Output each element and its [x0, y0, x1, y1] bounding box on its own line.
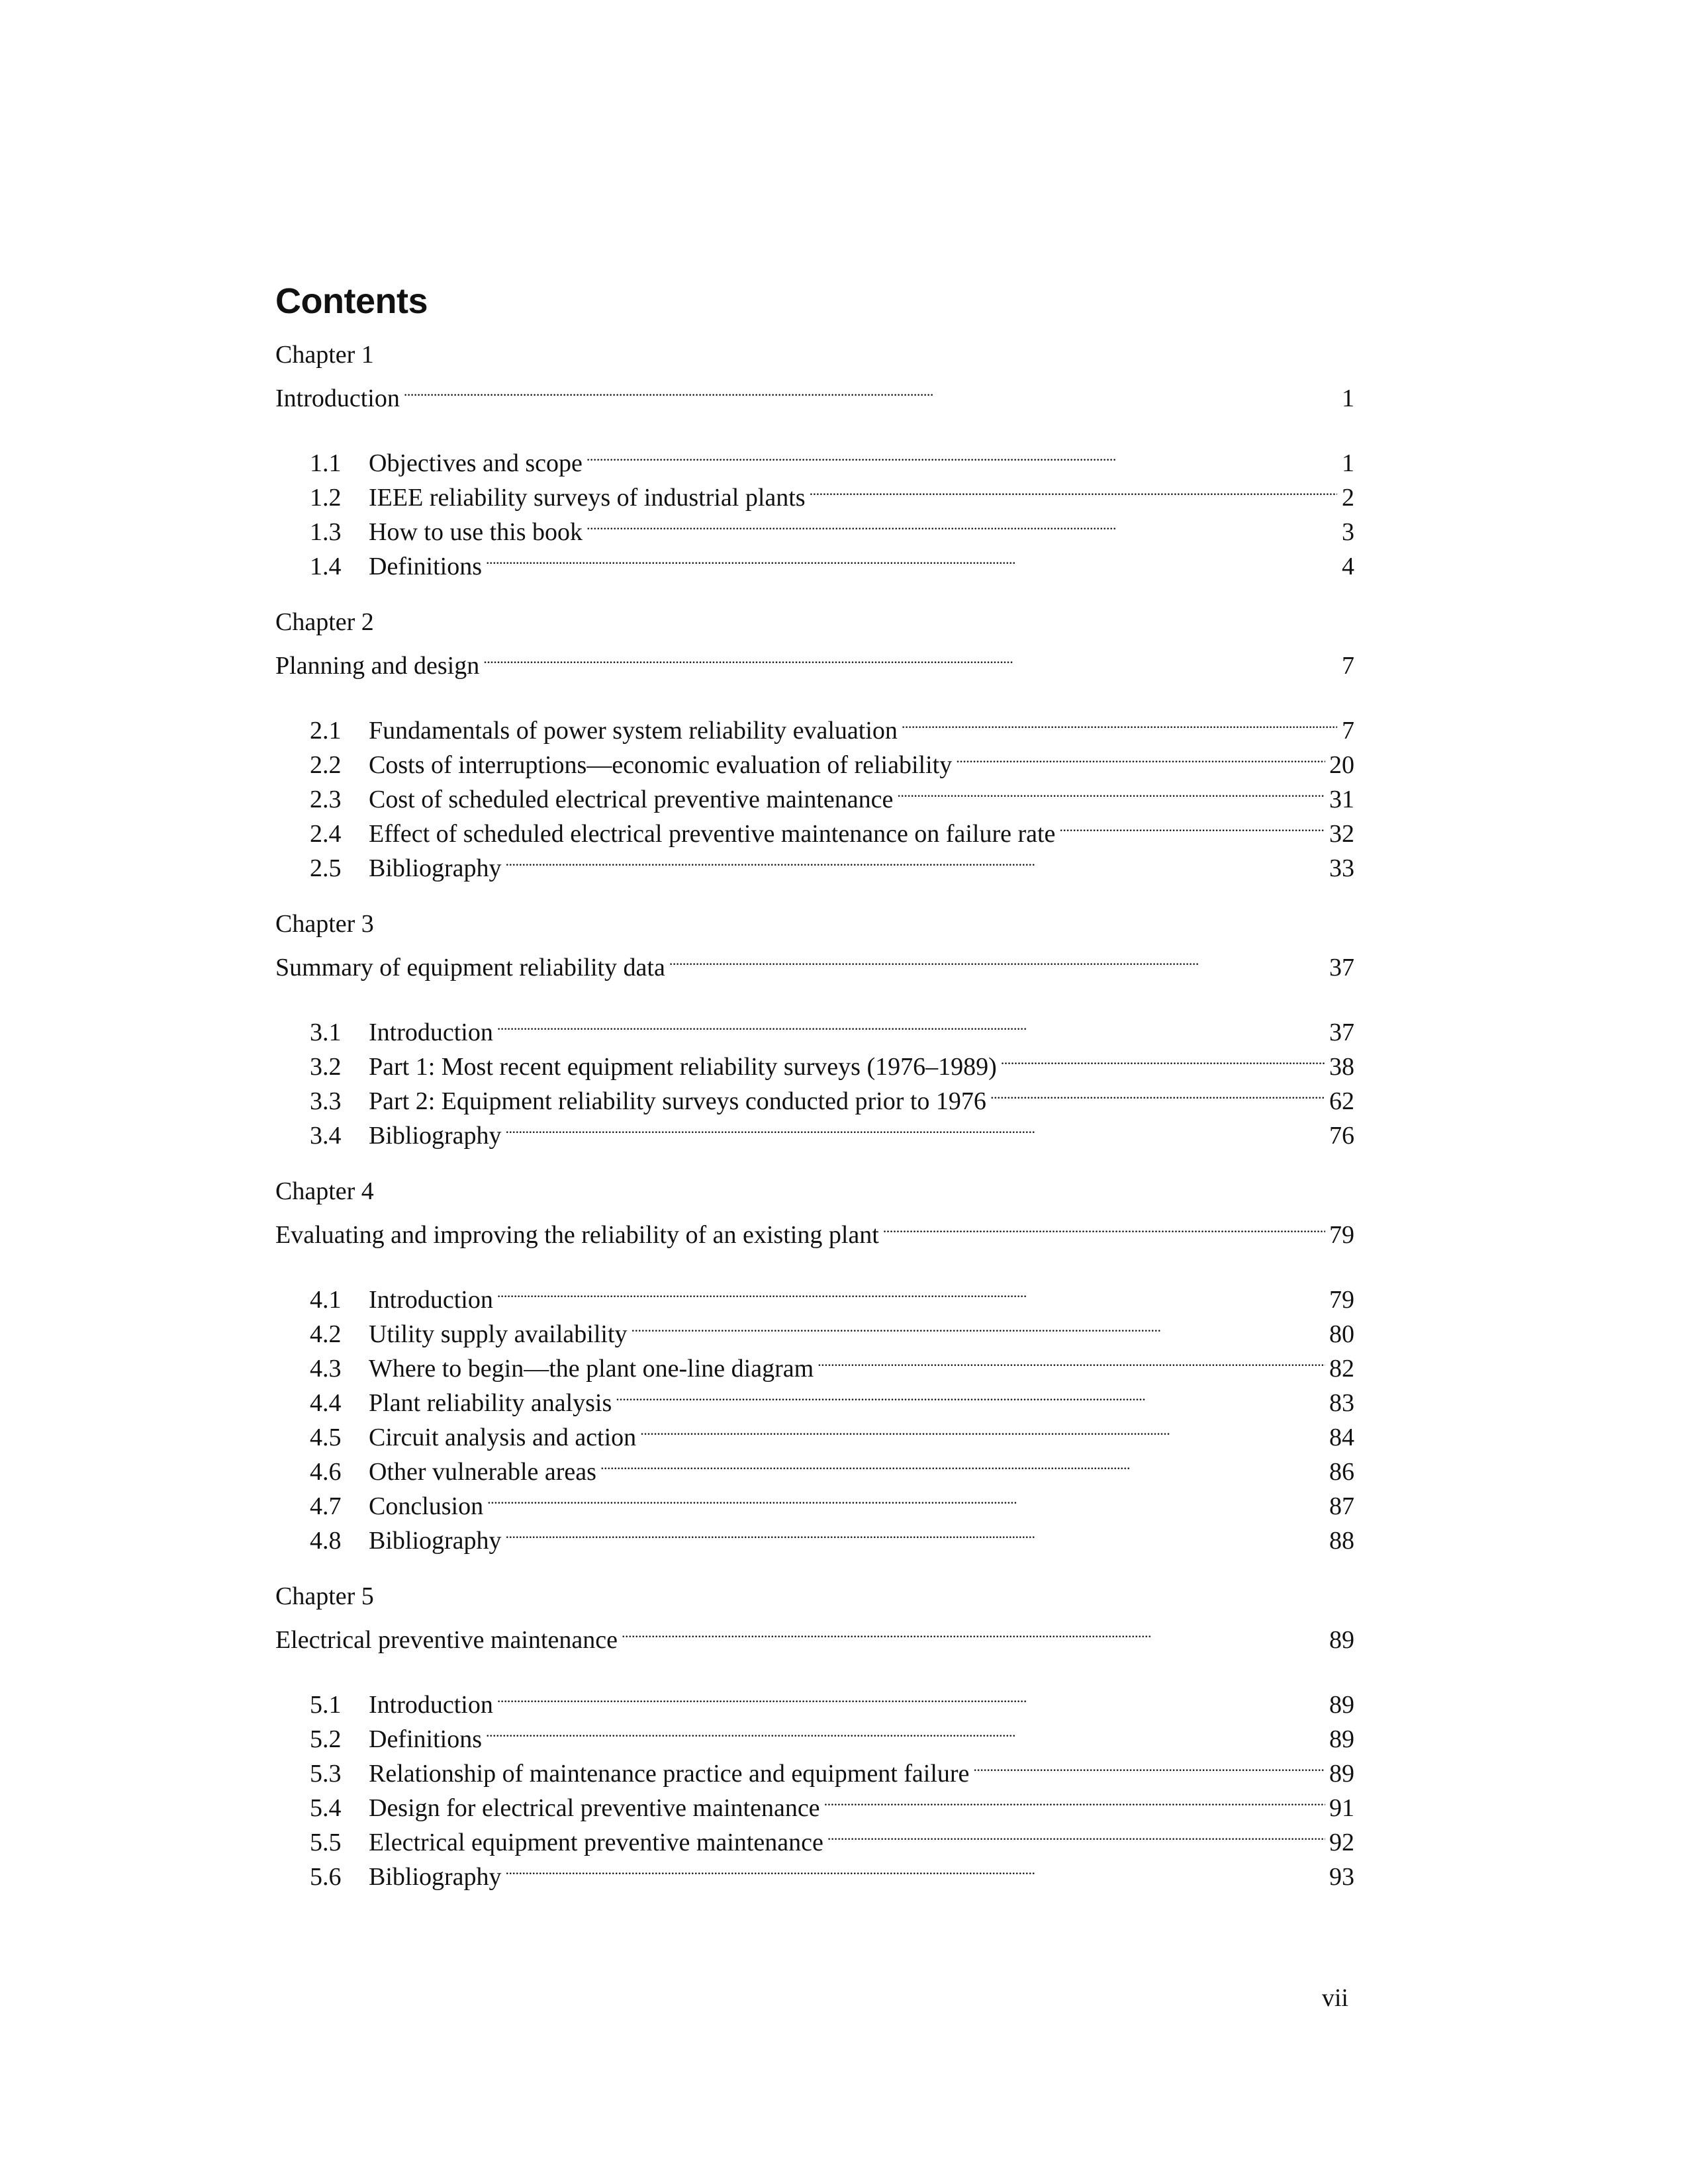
dot-leader: [497, 1273, 1325, 1308]
chapter-block: [275, 605, 1354, 882]
chapter-block: [275, 338, 1354, 580]
section-title: Cost of scheduled electrical preventive maintenance: [369, 786, 894, 813]
section-title: Bibliography: [369, 1122, 502, 1150]
dot-leader: [810, 471, 1337, 506]
dot-leader: [506, 1850, 1325, 1885]
section-page-number: 32: [1329, 820, 1354, 848]
section-title: Bibliography: [369, 1527, 502, 1555]
dot-leader: [506, 1514, 1325, 1549]
section-title: Bibliography: [369, 854, 502, 882]
section-number: 2.4: [310, 820, 342, 848]
section-title: Costs of interruptions—economic evaluation of reliability: [369, 751, 953, 779]
chapter-block: [275, 907, 1354, 1150]
dot-leader: [497, 1006, 1325, 1040]
section-number: 4.5: [310, 1424, 342, 1451]
section-number: 4.2: [310, 1320, 342, 1348]
dot-leader: [956, 739, 1325, 773]
section-title: IEEE reliability surveys of industrial plants: [369, 484, 806, 512]
dot-leader: [640, 1411, 1325, 1445]
section-page-number: 37: [1329, 1019, 1354, 1046]
section-page-number: 82: [1329, 1355, 1354, 1383]
section-page-number: 89: [1329, 1760, 1354, 1788]
section-page-number: 76: [1329, 1122, 1354, 1150]
section-title: Circuit analysis and action: [369, 1424, 637, 1451]
section-page-number: 79: [1329, 1286, 1354, 1314]
chapter-page-number: 89: [1329, 1626, 1354, 1654]
page-title: Contents: [275, 281, 428, 322]
dot-leader: [497, 1678, 1325, 1713]
dot-leader: [404, 372, 1337, 406]
section-title: Definitions: [369, 553, 482, 580]
section-number: 4.3: [310, 1355, 342, 1383]
dot-leader: [973, 1747, 1325, 1782]
chapter-label: Chapter 2: [275, 608, 374, 636]
section-number: 2.1: [310, 717, 342, 745]
section-title: Utility supply availability: [369, 1320, 628, 1348]
dot-leader: [1059, 807, 1325, 842]
chapter-label: Chapter 3: [275, 910, 374, 938]
section-title: Part 1: Most recent equipment reliability surveys (1976–1989): [369, 1053, 997, 1081]
section-page-number: 89: [1329, 1725, 1354, 1753]
section-title: Introduction: [369, 1691, 493, 1719]
dot-leader: [824, 1782, 1325, 1816]
dot-leader: [632, 1308, 1325, 1342]
dot-leader: [897, 773, 1325, 807]
section-page-number: 20: [1329, 751, 1354, 779]
chapter-block: [275, 1174, 1354, 1555]
dot-leader: [622, 1614, 1325, 1648]
section-page-number: 38: [1329, 1053, 1354, 1081]
table-of-contents: [275, 338, 1354, 1915]
section-entry[interactable]: [275, 1273, 1354, 1314]
chapter-title: Introduction: [275, 385, 400, 412]
section-number: 5.5: [310, 1829, 342, 1856]
section-title: Bibliography: [369, 1863, 502, 1891]
section-number: 4.1: [310, 1286, 342, 1314]
section-page-number: 33: [1329, 854, 1354, 882]
section-page-number: 93: [1329, 1863, 1354, 1891]
dot-leader: [586, 437, 1337, 471]
chapter-label: Chapter 5: [275, 1582, 374, 1610]
section-title: Introduction: [369, 1019, 493, 1046]
section-number: 1.1: [310, 449, 342, 477]
section-title: Design for electrical preventive maintenance: [369, 1794, 820, 1822]
chapter-block: [275, 1579, 1354, 1891]
section-title: Effect of scheduled electrical preventive maintenance on failure rate: [369, 820, 1056, 848]
dot-leader: [990, 1075, 1325, 1109]
section-page-number: 1: [1342, 449, 1354, 477]
section-page-number: 84: [1329, 1424, 1354, 1451]
dot-leader: [669, 941, 1325, 976]
chapter-page-number: 37: [1329, 954, 1354, 981]
section-title: Plant reliability analysis: [369, 1389, 612, 1417]
chapter-label: Chapter 4: [275, 1177, 374, 1205]
dot-leader: [1001, 1040, 1325, 1075]
chapter-page-number: 79: [1329, 1221, 1354, 1249]
section-number: 3.4: [310, 1122, 342, 1150]
section-page-number: 88: [1329, 1527, 1354, 1555]
section-number: 1.4: [310, 553, 342, 580]
section-page-number: 87: [1329, 1492, 1354, 1520]
dot-leader: [487, 1480, 1325, 1514]
chapter-title-entry[interactable]: [275, 372, 1354, 412]
section-title: How to use this book: [369, 518, 583, 546]
dot-leader: [486, 1713, 1325, 1747]
section-title: Definitions: [369, 1725, 482, 1753]
section-number: 4.4: [310, 1389, 342, 1417]
chapter-page-number: 7: [1342, 652, 1354, 680]
section-number: 2.5: [310, 854, 342, 882]
section-number: 1.3: [310, 518, 342, 546]
section-number: 2.3: [310, 786, 342, 813]
section-title: Objectives and scope: [369, 449, 583, 477]
dot-leader: [883, 1208, 1325, 1243]
chapter-title-entry[interactable]: [275, 941, 1354, 981]
dot-leader: [483, 639, 1337, 674]
section-number: 4.8: [310, 1527, 342, 1555]
section-page-number: 83: [1329, 1389, 1354, 1417]
dot-leader: [600, 1445, 1325, 1480]
section-number: 5.1: [310, 1691, 342, 1719]
chapter-title: Planning and design: [275, 652, 480, 680]
section-number: 1.2: [310, 484, 342, 512]
section-title: Introduction: [369, 1286, 493, 1314]
dot-leader: [902, 704, 1337, 739]
dot-leader: [827, 1816, 1325, 1850]
section-number: 5.3: [310, 1760, 342, 1788]
dot-leader: [818, 1342, 1325, 1377]
section-page-number: 7: [1342, 717, 1354, 745]
dot-leader: [616, 1377, 1325, 1411]
page-number-folio: vii: [1321, 1984, 1348, 2012]
section-title: Where to begin—the plant one-line diagram: [369, 1355, 814, 1383]
dot-leader: [486, 540, 1337, 574]
chapter-title: Summary of equipment reliability data: [275, 954, 665, 981]
section-page-number: 91: [1329, 1794, 1354, 1822]
section-number: 2.2: [310, 751, 342, 779]
section-page-number: 4: [1342, 553, 1354, 580]
section-entry[interactable]: [275, 704, 1354, 745]
section-number: 4.6: [310, 1458, 342, 1486]
section-page-number: 62: [1329, 1087, 1354, 1115]
chapter-title-entry[interactable]: [275, 639, 1354, 680]
section-entry[interactable]: [275, 1006, 1354, 1046]
section-number: 3.2: [310, 1053, 342, 1081]
section-title: Other vulnerable areas: [369, 1458, 596, 1486]
section-page-number: 3: [1342, 518, 1354, 546]
section-title: Fundamentals of power system reliability evaluation: [369, 717, 898, 745]
section-title: Relationship of maintenance practice and equipment failure: [369, 1760, 970, 1788]
chapter-title-entry[interactable]: [275, 1208, 1354, 1249]
dot-leader: [506, 842, 1325, 876]
chapter-label: Chapter 1: [275, 341, 374, 369]
dot-leader: [586, 506, 1337, 540]
section-number: 3.1: [310, 1019, 342, 1046]
section-number: 4.7: [310, 1492, 342, 1520]
section-title: Electrical equipment preventive maintenance: [369, 1829, 823, 1856]
chapter-title-entry[interactable]: [275, 1614, 1354, 1654]
section-title: Part 2: Equipment reliability surveys conducted prior to 1976: [369, 1087, 986, 1115]
dot-leader: [506, 1109, 1325, 1144]
section-number: 5.2: [310, 1725, 342, 1753]
section-page-number: 89: [1329, 1691, 1354, 1719]
section-page-number: 86: [1329, 1458, 1354, 1486]
chapter-page-number: 1: [1342, 385, 1354, 412]
section-number: 3.3: [310, 1087, 342, 1115]
section-page-number: 80: [1329, 1320, 1354, 1348]
section-page-number: 31: [1329, 786, 1354, 813]
section-number: 5.4: [310, 1794, 342, 1822]
section-entry[interactable]: [275, 437, 1354, 477]
section-number: 5.6: [310, 1863, 342, 1891]
section-title: Conclusion: [369, 1492, 484, 1520]
section-page-number: 92: [1329, 1829, 1354, 1856]
section-entry[interactable]: [275, 1678, 1354, 1719]
chapter-title: Evaluating and improving the reliability of an existing plant: [275, 1221, 879, 1249]
section-page-number: 2: [1342, 484, 1354, 512]
chapter-title: Electrical preventive maintenance: [275, 1626, 618, 1654]
